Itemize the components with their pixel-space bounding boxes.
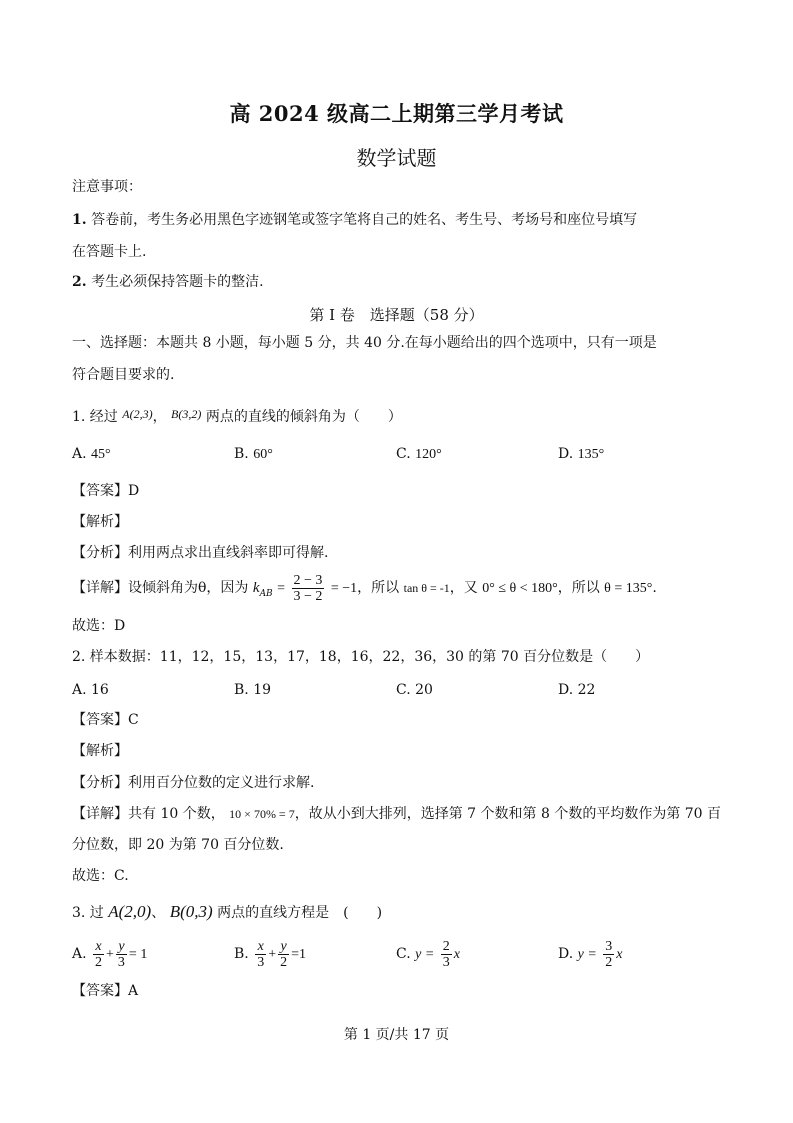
q1-option-c-label: C.: [396, 446, 411, 462]
q2-calculation: 10 × 70% = 7: [229, 807, 295, 821]
q3-option-b-rest: =1: [291, 947, 307, 962]
q1-slope-result: = −1: [330, 581, 358, 596]
q2-answer-tag: 【答案】: [72, 712, 128, 728]
note-item-1-number: 1.: [72, 212, 87, 228]
q3-option-a-frac-1: [93, 939, 104, 970]
q1-comma: ，: [152, 409, 167, 425]
section-intro-line-1: 一、选择题：本题共 8 小题，每小题 5 分，共 40 分.在每小题给出的四个选项中，只有一项是: [72, 335, 657, 351]
q1-detail-text-c: ，又: [449, 580, 478, 596]
q1-slope-subscript: AB: [259, 589, 273, 599]
q1-point-a: A(2,3): [122, 407, 153, 421]
q1-analysis-tag: 【解析】: [72, 514, 128, 530]
q1-answer-tag: 【答案】: [72, 483, 128, 499]
note-item-2-number: 2.: [72, 274, 87, 290]
q3-option-d-label: D.: [558, 946, 574, 962]
q1-detail: [72, 568, 657, 614]
q1-slope-equals: =: [277, 581, 286, 596]
q2-detail-tag: 【详解】: [72, 806, 128, 822]
q3-option-a: A. $\frac{x}{2}$ + $\frac{y}{3}$ = 1: [72, 938, 148, 970]
q3-option-a-den-1: 2: [95, 954, 103, 970]
q2-fenxi-tag: 【分析】: [72, 775, 128, 791]
q3-option-a-num-2: y: [118, 938, 125, 954]
q3-option-c-num: 2: [442, 938, 450, 954]
q3-option-c-x: x: [453, 947, 460, 962]
q3-option-c-label: C.: [396, 946, 411, 962]
q1-slope-fraction: [292, 573, 325, 604]
q3-option-b: B. $\frac{x}{3}$ + $\frac{y}{2}$ =1: [234, 938, 307, 970]
q2-detail-text-a: 共有 10 个数，: [128, 806, 225, 822]
q1-fenxi-text: 利用两点求出直线斜率即可得解.: [128, 545, 329, 561]
q1-option-c: [396, 445, 442, 464]
q3-answer: [72, 982, 138, 1000]
q1-detail-tag: 【详解】: [72, 580, 128, 596]
q2-detail: [72, 805, 721, 823]
q1-stem: [72, 405, 402, 426]
q1-detail-text-a: 设倾斜角为θ，因为: [128, 580, 249, 596]
q1-fenxi: [72, 544, 328, 562]
q3-option-b-num-1: x: [257, 938, 264, 954]
q3-option-c-frac: [441, 939, 452, 970]
q1-angle-range: 0° ≤ θ < 180°: [482, 581, 558, 596]
q1-option-b: [234, 445, 273, 464]
q1-slope-symbol: k: [252, 580, 260, 596]
q1-option-b-label: B.: [234, 446, 249, 462]
q2-conclusion: 故选：C.: [72, 868, 129, 884]
q2-fenxi-text: 利用百分位数的定义进行求解.: [128, 775, 315, 791]
q3-option-a-frac-2: [116, 939, 127, 970]
q3-option-a-rest: = 1: [128, 947, 148, 962]
q3-option-b-den-2: 2: [280, 954, 288, 970]
q3-option-b-num-2: y: [280, 938, 287, 954]
q3-option-d-lhs: y =: [577, 947, 597, 962]
section-title: 第 I 卷 选择题（58 分）: [309, 306, 484, 324]
q3-option-b-den-1: 3: [257, 954, 265, 970]
q1-option-a-value: 45°: [91, 447, 111, 462]
q3-option-b-label: B.: [234, 946, 249, 962]
q1-detail-text-d: ，所以: [557, 580, 600, 596]
q2-option-b: B. 19: [234, 682, 272, 698]
q2-fenxi: [72, 774, 314, 792]
q3-point-b: B(0,3): [169, 902, 213, 921]
q3-option-b-frac-2: [278, 939, 289, 970]
q3-option-c: [396, 936, 460, 973]
q1-slope-numerator: 2 − 3: [293, 572, 323, 588]
note-item-1-text: 答卷前，考生务必用黑色字迹钢笔或签字笔将自己的姓名、考生号、考场号和座位号填写: [91, 212, 638, 228]
q3-stem: [72, 901, 382, 924]
q3-prefix: 3. 过: [72, 905, 104, 921]
q2-answer: [72, 711, 139, 729]
q3-option-d-frac: [603, 939, 614, 970]
q3-option-a-num-1: x: [95, 938, 102, 954]
q2-answer-value: C: [128, 712, 139, 728]
q3-option-b-frac-1: [255, 939, 266, 970]
q3-answer-value: A: [128, 983, 139, 999]
q2-option-c: C. 20: [396, 682, 433, 698]
q1-tan-expression: tan θ = -1: [403, 581, 450, 595]
q1-option-a-label: A.: [72, 446, 87, 462]
q3-option-c-den: 3: [442, 954, 450, 970]
q2-analysis-tag: 【解析】: [72, 743, 128, 759]
q2-stem: 2. 样本数据：11，12，15，13，17，18，16，22，36，30 的第 70 百分位数是（ ）: [72, 649, 650, 665]
q1-option-a: [72, 445, 111, 464]
q1-suffix: 两点的直线的倾斜角为（ ）: [205, 409, 402, 425]
q1-answer: [72, 482, 139, 500]
q1-option-c-value: 120°: [415, 447, 442, 462]
q3-option-a-den-2: 3: [117, 954, 125, 970]
note-item-2: [72, 273, 264, 291]
notes-heading: 注意事项：: [72, 179, 142, 195]
note-item-2-text: 考生必须保持答题卡的整洁.: [91, 274, 264, 290]
note-item-1-continued: 在答题卡上.: [72, 244, 147, 260]
q3-option-d-den: 2: [605, 954, 613, 970]
q3-option-d-x: x: [616, 947, 623, 962]
section-intro-line-2: 符合题目要求的.: [72, 367, 175, 383]
q2-option-d: D. 22: [558, 682, 596, 698]
q2-detail-text-b: ，故从小到大排列，选择第 7 个数和第 8 个数的平均数作为第 70 百: [294, 806, 722, 822]
q1-option-d-value: 135°: [577, 447, 605, 462]
q1-prefix: 1. 经过: [72, 409, 118, 425]
q1-option-d-label: D.: [558, 446, 574, 462]
q1-option-b-value: 60°: [253, 447, 273, 462]
q2-detail-continued: 分位数，即 20 为第 70 百分位数.: [72, 837, 284, 853]
q3-answer-tag: 【答案】: [72, 983, 128, 999]
q3-option-a-label: A.: [72, 946, 87, 962]
q1-slope-denominator: 3 − 2: [293, 588, 323, 604]
note-item-1: [72, 211, 637, 229]
q1-conclusion: 故选：D: [72, 618, 126, 634]
q3-option-d-num: 3: [605, 938, 613, 954]
q1-detail-end: .: [652, 580, 657, 596]
q1-fenxi-tag: 【分析】: [72, 545, 128, 561]
exam-subtitle: 数学试题: [356, 146, 437, 170]
exam-title: 高 2024 级高二上期第三学月考试: [229, 101, 564, 126]
q3-suffix: 两点的直线方程是 ( ): [217, 905, 383, 921]
q3-option-d: [558, 936, 622, 973]
q3-point-a: A(2,0): [108, 902, 152, 921]
q2-option-a: A. 16: [72, 682, 109, 698]
q1-angle-result: θ = 135°: [604, 581, 653, 596]
q1-detail-text-b: ，所以: [357, 580, 400, 596]
q1-option-d: [558, 445, 604, 464]
q3-option-c-lhs: y =: [415, 947, 435, 962]
page-footer: 第 1 页/共 17 页: [343, 1027, 450, 1043]
q1-answer-value: D: [128, 483, 140, 499]
q3-separator: 、: [151, 905, 166, 921]
q1-point-b: B(3,2): [171, 407, 202, 421]
